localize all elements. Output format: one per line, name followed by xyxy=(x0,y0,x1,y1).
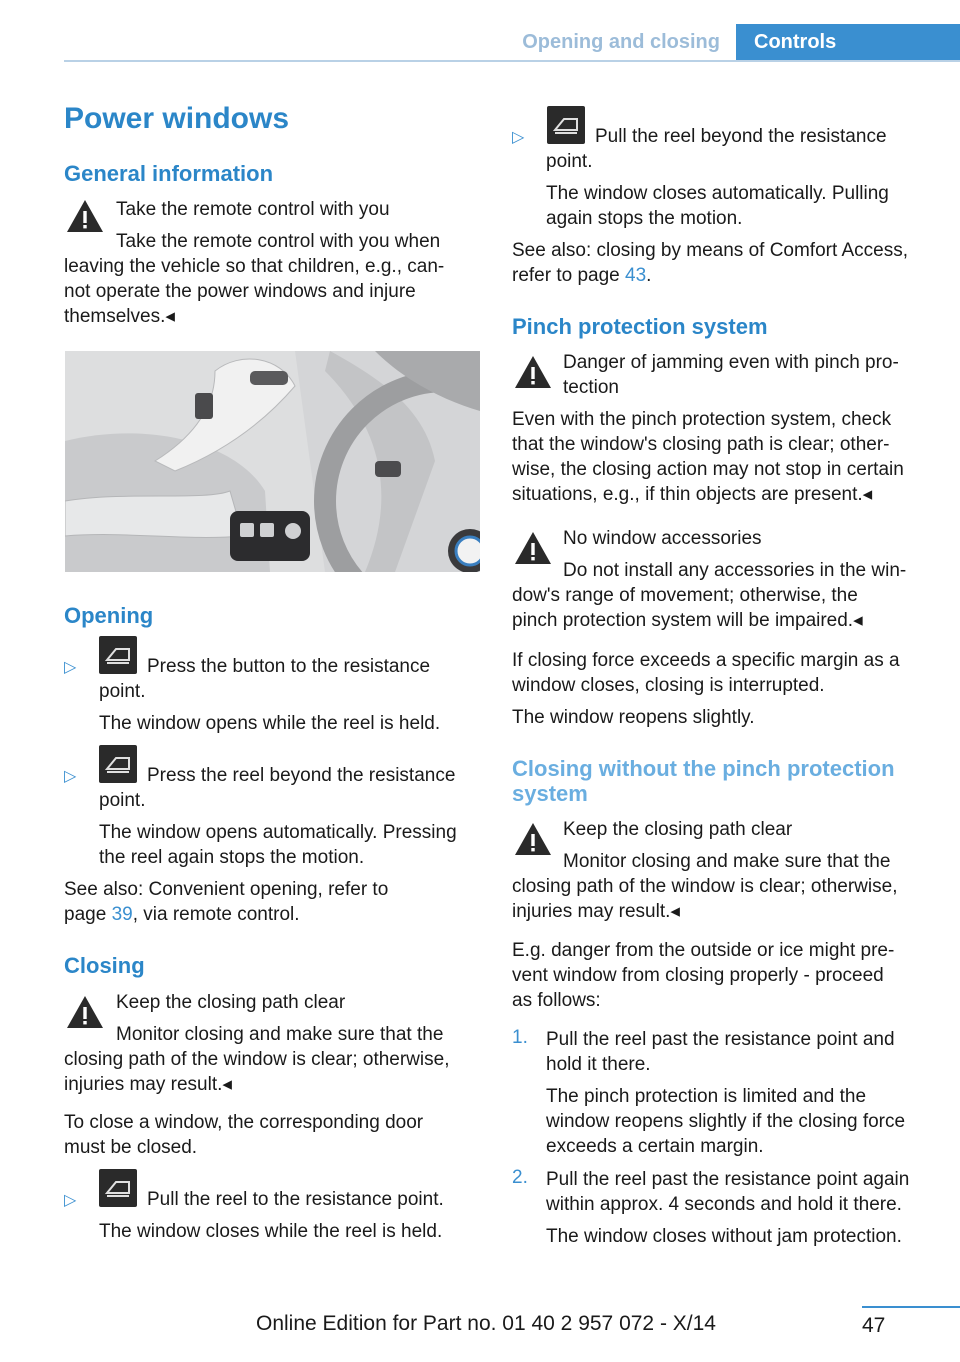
warning-text: leaving the vehicle so that children, e.g., can- xyxy=(64,256,445,277)
step-text: hold it there. xyxy=(546,1054,651,1075)
warning-text: not operate the power windows and injure xyxy=(64,281,416,302)
warning-text: situations, e.g., if thin objects are present.◂ xyxy=(512,484,873,505)
body-text: If closing force exceeds a specific margin as a xyxy=(512,650,900,671)
warning-text: Monitor closing and make sure that the xyxy=(563,851,891,872)
body-text: To close a window, the corresponding door xyxy=(64,1112,424,1133)
body-text: must be closed. xyxy=(64,1137,198,1158)
step-result: The window opens automatically. Pressing xyxy=(99,822,457,843)
step-text: point. xyxy=(99,681,146,702)
triangle-bullet-icon: ▷ xyxy=(64,659,77,676)
see-also-text: See also: closing by means of Comfort Access, xyxy=(512,240,909,261)
see-also-text xyxy=(64,902,300,927)
header-section-title: Opening and closing xyxy=(522,31,720,53)
page-number: 47 xyxy=(862,1314,886,1337)
warning-triangle-icon xyxy=(513,529,553,567)
warning-text: injuries may result.◂ xyxy=(64,1074,232,1095)
see-also-prefix: refer to page xyxy=(512,265,626,286)
warning-title: No window accessories xyxy=(563,528,762,549)
page-link-43[interactable]: 43 xyxy=(625,265,647,286)
section-heading-without-pinch: Closing without the pinch protection xyxy=(512,756,895,781)
step-result: window reopens slightly if the closing force xyxy=(546,1111,906,1132)
footer-divider xyxy=(862,1306,960,1308)
step-result: The window opens while the reel is held. xyxy=(99,713,441,734)
step-result: The window closes automatically. Pulling xyxy=(546,183,889,204)
body-text: as follows: xyxy=(512,990,601,1011)
step-text: Pull the reel to the resistance point. xyxy=(147,1189,444,1210)
body-text: E.g. danger from the outside or ice might pre- xyxy=(512,940,895,961)
window-switch-icon xyxy=(99,745,137,783)
step-result: The window closes without jam protection. xyxy=(546,1226,902,1247)
step-result: The window closes while the reel is held. xyxy=(99,1221,443,1242)
section-heading-closing: Closing xyxy=(64,953,145,978)
warning-text: pinch protection system will be impaired.◂ xyxy=(512,610,863,631)
warning-text: Do not install any accessories in the win- xyxy=(563,560,907,581)
warning-triangle-icon xyxy=(65,993,105,1031)
step-text: Pull the reel past the resistance point and xyxy=(546,1029,895,1050)
step-text: point. xyxy=(546,151,593,172)
warning-triangle-icon xyxy=(65,197,105,235)
step-result: exceeds a certain margin. xyxy=(546,1136,764,1157)
body-text: vent window from closing properly - proceed xyxy=(512,965,884,986)
step-result: the reel again stops the motion. xyxy=(99,847,365,868)
warning-title: Danger of jamming even with pinch pro- xyxy=(563,352,899,373)
step-text: within approx. 4 seconds and hold it there. xyxy=(546,1194,902,1215)
step-text: Press the reel beyond the resistance xyxy=(147,765,456,786)
window-switch-icon xyxy=(547,106,585,144)
edition-text: Online Edition for Part no. 01 40 2 957 072 - X/14 xyxy=(256,1312,716,1335)
header-divider xyxy=(64,60,960,62)
warning-triangle-icon xyxy=(513,820,553,858)
step-text: Press the button to the resistance xyxy=(147,656,431,677)
step-result: again stops the motion. xyxy=(546,208,743,229)
warning-text: that the window's closing path is clear; other- xyxy=(512,434,890,455)
section-heading-pinch: Pinch protection system xyxy=(512,314,768,339)
see-also-suffix: , via remote control. xyxy=(132,904,300,925)
triangle-bullet-icon: ▷ xyxy=(64,1192,77,1209)
warning-text: themselves.◂ xyxy=(64,306,175,327)
warning-text: dow's range of movement; otherwise, the xyxy=(512,585,858,606)
see-also-text: See also: Convenient opening, refer to xyxy=(64,879,389,900)
step-number: 2. xyxy=(512,1167,528,1188)
step-text: point. xyxy=(99,790,146,811)
see-also-suffix: . xyxy=(646,265,652,286)
warning-title: Keep the closing path clear xyxy=(563,819,793,840)
warning-title: Keep the closing path clear xyxy=(116,992,346,1013)
warning-text: Even with the pinch protection system, check xyxy=(512,409,892,430)
step-text: Pull the reel beyond the resistance xyxy=(595,126,887,147)
step-text: Pull the reel past the resistance point again xyxy=(546,1169,910,1190)
warning-text: closing path of the window is clear; otherwise, xyxy=(64,1049,450,1070)
door-panel-photo xyxy=(65,351,480,572)
step-result: The pinch protection is limited and the xyxy=(546,1086,867,1107)
warning-text: closing path of the window is clear; otherwise, xyxy=(512,876,898,897)
step-number: 1. xyxy=(512,1027,528,1048)
see-also-text xyxy=(512,263,651,288)
section-heading-without-pinch-2: system xyxy=(512,781,588,806)
warning-triangle-icon xyxy=(513,353,553,391)
body-text: window closes, closing is interrupted. xyxy=(512,675,825,696)
body-text: The window reopens slightly. xyxy=(512,707,755,728)
window-switch-icon xyxy=(99,636,137,674)
window-switch-icon xyxy=(99,1169,137,1207)
triangle-bullet-icon: ▷ xyxy=(64,768,77,785)
header-chapter-tab: Controls xyxy=(736,24,960,61)
section-heading-general: General information xyxy=(64,161,274,186)
warning-title: Take the remote control with you xyxy=(116,199,390,220)
warning-text: Take the remote control with you when xyxy=(116,231,441,252)
page-link-39[interactable]: 39 xyxy=(111,904,133,925)
warning-text: Monitor closing and make sure that the xyxy=(116,1024,444,1045)
page-title: Power windows xyxy=(64,102,290,135)
warning-title: tection xyxy=(563,377,619,398)
page-header xyxy=(64,24,960,62)
warning-text: wise, the closing action may not stop in certain xyxy=(512,459,904,480)
see-also-prefix: page xyxy=(64,904,107,925)
triangle-bullet-icon: ▷ xyxy=(512,129,525,146)
warning-text: injuries may result.◂ xyxy=(512,901,680,922)
section-heading-opening: Opening xyxy=(64,603,154,628)
